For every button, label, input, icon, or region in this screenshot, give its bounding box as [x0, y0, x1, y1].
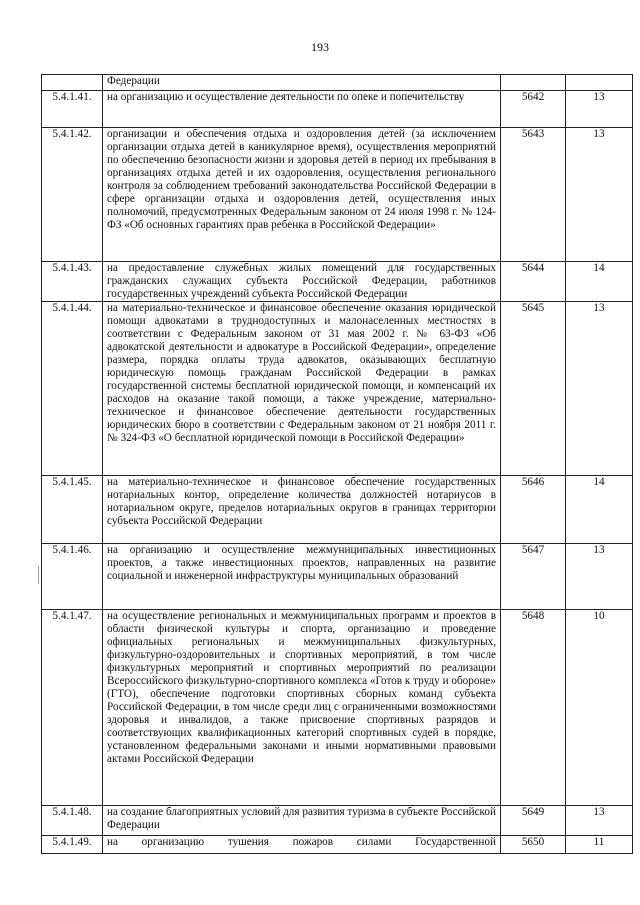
row-description: на материально-техническое и финансовое обеспечение государственных нотариальных контор, определение количества должностей нотариусов в нотариальном округе, пределов нотариальных округов в границах территории субъекта Российской Федерации: [103, 476, 501, 544]
table-row: [42, 544, 633, 610]
row-code: 5.4.1.41.: [42, 91, 103, 128]
row-description: на организацию и осуществление межмуниципальных инвестиционных проектов, а также инвестиционных проектов, направленных на развитие социальной и инженерной инфраструктуры муниципальных образований: [103, 544, 501, 610]
row-number: 5644: [501, 262, 566, 302]
row-value: 13: [566, 91, 633, 128]
table-row: [42, 836, 633, 854]
row-code: 5.4.1.48.: [42, 806, 103, 836]
row-description: Федерации: [103, 75, 501, 91]
row-description: на организацию и осуществление деятельности по опеке и попечительству: [103, 91, 501, 128]
row-number: 5642: [501, 91, 566, 128]
row-value: 13: [566, 128, 633, 262]
row-number: 5650: [501, 836, 566, 854]
row-value: 10: [566, 610, 633, 806]
row-code: 5.4.1.43.: [42, 262, 103, 302]
row-value: 13: [566, 302, 633, 476]
row-code: 5.4.1.49.: [42, 836, 103, 854]
row-code: 5.4.1.42.: [42, 128, 103, 262]
row-value: 13: [566, 544, 633, 610]
page-number: 193: [311, 40, 329, 54]
table-row: [42, 262, 633, 302]
row-value: 14: [566, 476, 633, 544]
row-number: 5643: [501, 128, 566, 262]
table-row: [42, 476, 633, 544]
table-row: [42, 75, 633, 91]
table-row: [42, 302, 633, 476]
table-row: [42, 610, 633, 806]
row-number: 5649: [501, 806, 566, 836]
row-value: 14: [566, 262, 633, 302]
row-code: 5.4.1.46.: [42, 544, 103, 610]
table-row: [42, 91, 633, 128]
row-value: [566, 75, 633, 91]
row-number: [501, 75, 566, 91]
row-description: на создание благоприятных условий для развития туризма в субъекте Российской Федерации: [103, 806, 501, 836]
row-number: 5645: [501, 302, 566, 476]
row-description: на материально-техническое и финансовое обеспечение оказания юридической помощи адвокатами в труднодоступных и малонаселенных местностях в соответствии с Федеральным законом от 31 мая 2002 г. № 63-ФЗ «Об адвокатской деятельности и адвокатуре в Российской Федерации», определение размера, порядка оплаты труда адвокатов, оказывающих бесплатную юридическую помощь гражданам Российской Федерации в рамках государственной системы бесплатной юридической помощи, и компенсаций их расходов на оказание такой помощи, а также учреждение, материально-техническое и финансовое обеспечение деятельности государственных юридических бюро в соответствии с Федеральным законом от 21 ноября 2011 г. № 324-ФЗ «О бесплатной юридической помощи в Российской Федерации»: [103, 302, 501, 476]
row-code: 5.4.1.45.: [42, 476, 103, 544]
row-code: 5.4.1.47.: [42, 610, 103, 806]
budget-table: [41, 74, 633, 854]
row-code: 5.4.1.44.: [42, 302, 103, 476]
row-value: 11: [566, 836, 633, 854]
table-row: [42, 806, 633, 836]
margin-mark: [38, 566, 39, 584]
row-description: организации и обеспечения отдыха и оздоровления детей (за исключением организации отдыха детей в каникулярное время), осуществления мероприятий по обеспечению безопасности жизни и здоровья детей в период их пребывания в организациях отдыха детей и их оздоровления, осуществления регионального контроля за соблюдением требований законодательства Российской Федерации в сфере организации отдыха и оздоровления детей, осуществления иных полномочий, предусмотренных Федеральным законом от 24 июля 1998 г. № 124-ФЗ «Об основных гарантиях прав ребенка в Российской Федерации»: [103, 128, 501, 262]
row-number: 5647: [501, 544, 566, 610]
row-number: 5648: [501, 610, 566, 806]
row-description: на осуществление региональных и межмуниципальных программ и проектов в области физической культуры и спорта, организацию и проведение официальных региональных и межмуниципальных физкультурных, физкультурно-оздоровительных и спортивных мероприятий, в том числе физкультурных мероприятий и спортивных мероприятий по реализации Всероссийского физкультурно-спортивного комплекса «Готов к труду и обороне» (ГТО), обеспечение подготовки спортивных сборных команд субъекта Российской Федерации, в том числе среди лиц с ограниченными возможностями здоровья и инвалидов, а также присвоение спортивных разрядов и соответствующих квалификационных категорий спортивных судей в порядке, установленном федеральными законами и иными нормативными правовыми актами Российской Федерации: [103, 610, 501, 806]
row-code: [42, 75, 103, 91]
row-number: 5646: [501, 476, 566, 544]
table-row: [42, 128, 633, 262]
row-description: на предоставление служебных жилых помещений для государственных гражданских служащих субъекта Российской Федерации, работников государственных учреждений субъекта Российской Федерации: [103, 262, 501, 302]
row-value: 13: [566, 806, 633, 836]
row-description: на организацию тушения пожаров силами Государственной: [103, 836, 501, 854]
